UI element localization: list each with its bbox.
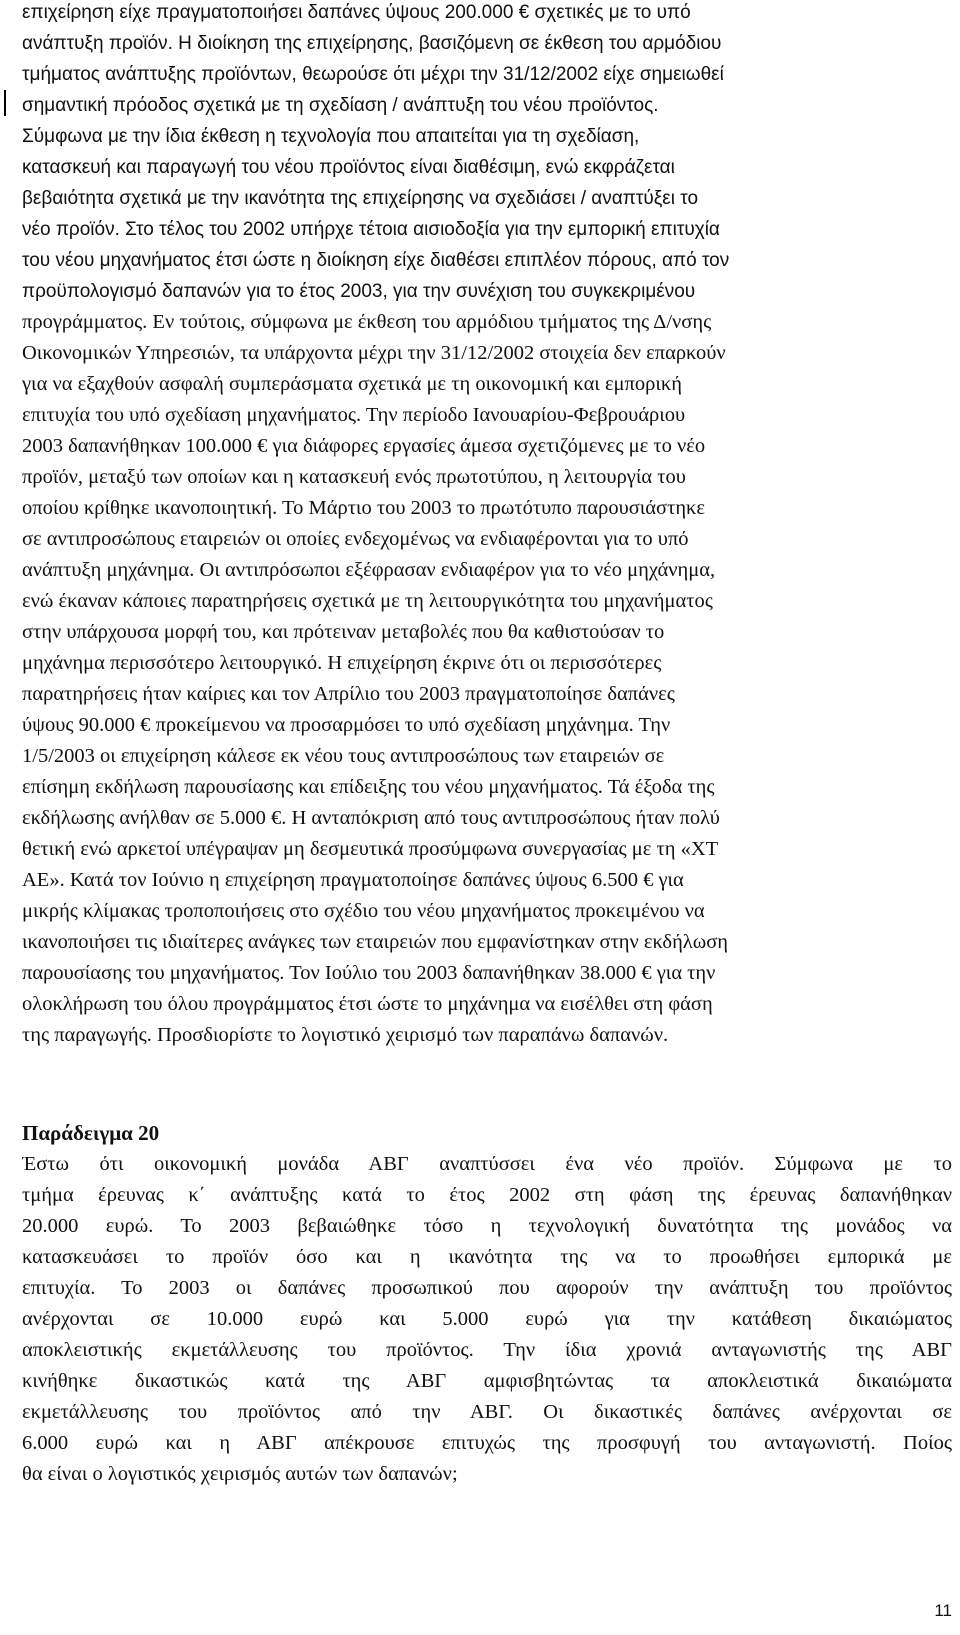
text-line: Οικονομικών Υπηρεσιών, τα υπάρχοντα μέχρι την 31/12/2002 στοιχεία δεν επαρκούν	[22, 342, 726, 364]
text-line: ενώ έκαναν κάποιες παρατηρήσεις σχετικά με τη λειτουργικότητα του μηχανήματος	[22, 590, 713, 612]
text-line: ανέρχονται σε 10.000 ευρώ και 5.000 ευρώ για την κατάθεση δικαιώματος	[22, 1308, 952, 1330]
text-line: Έστω ότι οικονομική μονάδα ΑΒΓ αναπτύσσει ένα νέο προϊόν. Σύμφωνα με το	[22, 1153, 952, 1175]
text-line: για να εξαχθούν ασφαλή συμπεράσματα σχετικά με τη οικονομική και εμπορική	[22, 373, 682, 395]
text-line: παρατηρήσεις ήταν καίριες και τον Απρίλιο του 2003 πραγματοποίησε δαπάνες	[22, 683, 675, 705]
text-line: κινήθηκε δικαστικώς κατά της ΑΒΓ αμφισβητώντας τα αποκλειστικά δικαιώματα	[22, 1370, 952, 1392]
text-line: ολοκλήρωση του όλου προγράμματος έτσι ώστε το μηχάνημα να εισέλθει στη φάση	[22, 993, 713, 1015]
text-line: εκμετάλλευσης του προϊόντος από την ΑΒΓ. Οι δικαστικές δαπάνες ανέρχονται σε	[22, 1401, 952, 1423]
text-line: βεβαιότητα σχετικά με την ικανότητα της επιχείρησης να σχεδιάσει / αναπτύξει το	[22, 188, 699, 209]
text-line: 6.000 ευρώ και η ΑΒΓ απέκρουσε επιτυχώς της προσφυγή του ανταγωνιστή. Ποίος	[22, 1432, 952, 1454]
text-line: παρουσίασης του μηχανήματος. Τον Ιούλιο του 2003 δαπανήθηκαν 38.000 € για την	[22, 962, 716, 984]
text-line: ΑΕ». Κατά τον Ιούνιο η επιχείρηση πραγματοποίησε δαπάνες ύψους 6.500 € για	[22, 869, 684, 891]
text-line: του νέου μηχανήματος έτσι ώστε η διοίκηση είχε διαθέσει επιπλέον πόρους, από τον	[22, 250, 730, 271]
text-line: προγράμματος. Εν τούτοις, σύμφωνα με έκθεση του αρμόδιου τμήματος της Δ/νσης	[22, 311, 712, 333]
text-line: της παραγωγής. Προσδιορίστε το λογιστικό χειρισμό των παραπάνω δαπανών.	[22, 1024, 669, 1046]
text-line: 20.000 ευρώ. Το 2003 βεβαιώθηκε τόσο η τεχνολογική δυνατότητα της μονάδος να	[22, 1215, 952, 1237]
text-line: οποίου κρίθηκε ικανοποιητική. Το Μάρτιο του 2003 το πρωτότυπο παρουσιάστηκε	[22, 497, 705, 519]
text-line: 2003 δαπανήθηκαν 100.000 € για διάφορες εργασίες άμεσα σχετιζόμενες με το νέο	[22, 435, 706, 457]
text-line: επιτυχία του υπό σχεδίαση μηχανήματος. Την περίοδο Ιανουαρίου-Φεβρουάριου	[22, 404, 686, 426]
text-line: επιτυχία. Το 2003 οι δαπάνες προσωπικού που αφορούν την ανάπτυξη του προϊόντος	[22, 1277, 952, 1299]
text-line: σε αντιπροσώπους εταιρειών οι οποίες ενδεχομένως να ενδιαφέρονται για το υπό	[22, 528, 689, 550]
text-line: τμήματος ανάπτυξης προϊόντων, θεωρούσε ότι μέχρι την 31/12/2002 είχε σημειωθεί	[22, 64, 724, 85]
text-line: κατασκευή και παραγωγή του νέου προϊόντος είναι διαθέσιμη, ενώ εκφράζεται	[22, 157, 675, 178]
example-paragraph	[22, 1149, 952, 1490]
text-line: ανάπτυξη μηχάνημα. Οι αντιπρόσωποι εξέφρασαν ενδιαφέρον για το νέο μηχάνημα,	[22, 559, 716, 581]
text-line: ύψους 90.000 € προκείμενου να προσαρμόσει το υπό σχεδίαση μηχάνημα. Την	[22, 714, 671, 736]
body-paragraph-1	[22, 0, 952, 1051]
text-line: προϋπολογισμό δαπανών για το έτος 2003, για την συνέχιση του συγκεκριμένου	[22, 281, 696, 302]
text-line: αποκλειστικής εκμετάλλευσης του προϊόντος. Την ίδια χρονιά ανταγωνιστής της ΑΒΓ	[22, 1339, 952, 1361]
text-line: επιχείρηση είχε πραγματοποιήσει δαπάνες ύψους 200.000 € σχετικές με το υπό	[22, 2, 691, 23]
text-line: στην υπάρχουσα μορφή του, και πρότειναν μεταβολές που θα καθιστούσαν το	[22, 621, 665, 643]
text-line: 1/5/2003 οι επιχείρηση κάλεσε εκ νέου τους αντιπροσώπους των εταιρειών σε	[22, 745, 665, 767]
text-line: θα είναι ο λογιστικός χειρισμός αυτών των δαπανών;	[22, 1463, 458, 1485]
text-line: επίσημη εκδήλωση παρουσίασης και επίδειξης του νέου μηχανήματος. Τά έξοδα της	[22, 776, 715, 798]
revision-change-bar	[4, 90, 6, 116]
text-line: τμήμα έρευνας κ΄ ανάπτυξης κατά το έτος 2002 στη φάση της έρευνας δαπανήθηκαν	[22, 1184, 952, 1206]
text-line: μικρής κλίμακας τροποποιήσεις στο σχέδιο του νέου μηχανήματος προκειμένου να	[22, 900, 705, 922]
text-line: ανάπτυξη προϊόν. Η διοίκηση της επιχείρησης, βασιζόμενη σε έκθεση του αρμόδιου	[22, 33, 722, 54]
text-line: προϊόν, μεταξύ των οποίων και η κατασκευή ενός πρωτοτύπου, η λειτουργία του	[22, 466, 686, 488]
text-line: νέο προϊόν. Στο τέλος του 2002 υπήρχε τέτοια αισιοδοξία για την εμπορική επιτυχία	[22, 219, 720, 240]
text-line: Σύμφωνα με την ίδια έκθεση η τεχνολογία που απαιτείται για τη σχεδίαση,	[22, 126, 640, 147]
text-line: θετική ενώ αρκετοί υπέγραψαν μη δεσμευτικά προσύμφωνα συνεργασίας με τη «ΧΤ	[22, 838, 719, 860]
page-number: 11	[934, 1601, 952, 1620]
example-heading: Παράδειγμα 20	[22, 1121, 160, 1145]
text-line: κατασκευάσει το προϊόν όσο και η ικανότητα της να το προωθήσει εμπορικά με	[22, 1246, 952, 1268]
text-line: εκδήλωσης ανήλθαν σε 5.000 €. Η ανταπόκριση από τους αντιπροσώπους ήταν πολύ	[22, 807, 720, 829]
text-line: μηχάνημα περισσότερο λειτουργικό. Η επιχείρηση έκρινε ότι οι περισσότερες	[22, 652, 662, 674]
text-line: σημαντική πρόοδος σχετικά με τη σχεδίαση / ανάπτυξη του νέου προϊόντος.	[22, 95, 659, 116]
text-line: ικανοποιήσει τις ιδιαίτερες ανάγκες των εταιρειών που εμφανίστηκαν στην εκδήλωση	[22, 931, 728, 953]
